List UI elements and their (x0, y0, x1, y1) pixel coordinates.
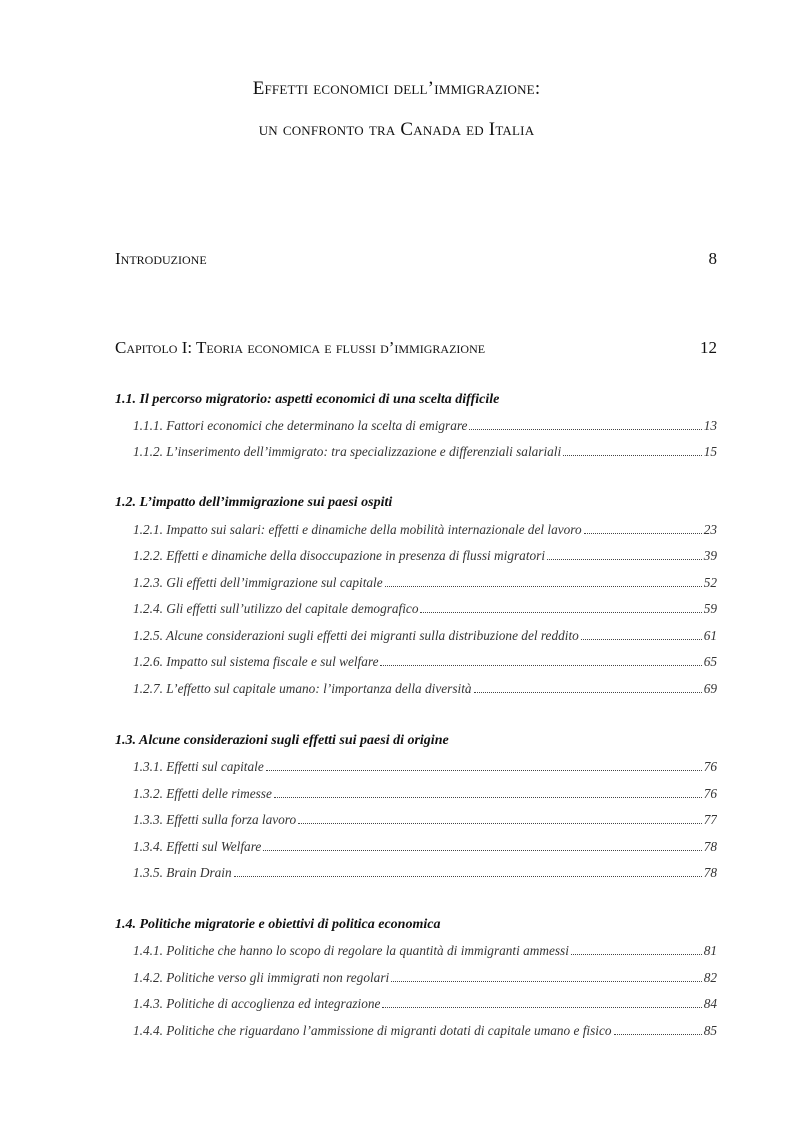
toc-entry-label: 1.2.3. Gli effetti dell’immigrazione sul capitale (133, 575, 383, 590)
toc-entry-label: 1.3.2. Effetti delle rimesse (133, 786, 272, 801)
toc-chapter-1-label: Capitolo I: Teoria economica e flussi d’immigrazione (115, 338, 486, 357)
toc-entry-page: 81 (703, 943, 717, 958)
toc-entry-page: 82 (703, 970, 717, 985)
dot-leader (614, 1023, 702, 1035)
toc-entry (133, 522, 717, 540)
toc-introduction (115, 249, 717, 269)
toc-entry-page: 78 (703, 865, 717, 880)
dot-leader (420, 601, 701, 613)
toc-entry (133, 865, 717, 883)
dot-leader (234, 865, 702, 877)
toc-entry-label: 1.2.2. Effetti e dinamiche della disoccupazione in presenza di flussi migratori (133, 548, 546, 563)
document-title-line-2: un confronto tra Canada ed Italia (258, 119, 535, 140)
dot-leader (274, 786, 702, 798)
toc-entry-page: 77 (703, 812, 717, 827)
dot-leader (547, 548, 702, 560)
toc-entry-label: 1.2.1. Impatto sui salari: effetti e dinamiche della mobilità internazionale del lavoro (133, 522, 582, 537)
toc-entry-label: 1.1.1. Fattori economici che determinano la scelta di emigrare (133, 418, 468, 433)
toc-section-heading: 1.4. Politiche migratorie e obiettivi di politica economica (115, 917, 441, 932)
dot-leader (584, 522, 702, 534)
dot-leader (385, 575, 702, 587)
toc-entry-label: 1.3.5. Brain Drain (133, 865, 232, 880)
toc-entry-page: 15 (703, 444, 717, 459)
toc-entry-label: 1.2.5. Alcune considerazioni sugli effetti dei migranti sulla distribuzione del reddito (133, 628, 579, 643)
toc-entry-page: 76 (703, 786, 717, 801)
toc-introduction-label: Introduzione (115, 249, 207, 268)
toc-entry (133, 839, 717, 857)
toc-entry (133, 628, 717, 646)
toc-entry-label: 1.3.3. Effetti sulla forza lavoro (133, 812, 297, 827)
dot-leader (382, 996, 701, 1008)
toc-entry-label: 1.4.1. Politiche che hanno lo scopo di regolare la quantità di immigranti ammessi (133, 943, 569, 958)
toc-entry (133, 654, 717, 672)
toc-entry-label: 1.4.4. Politiche che riguardano l’ammissione di migranti dotati di capitale umano e fisico (133, 1023, 612, 1038)
dot-leader (391, 970, 702, 982)
toc-entry (133, 681, 717, 699)
dot-leader (263, 839, 701, 851)
toc-entry-label: 1.3.1. Effetti sul capitale (133, 759, 264, 774)
toc-entry (133, 601, 717, 619)
toc-entry (133, 943, 717, 961)
toc-entry (133, 575, 717, 593)
toc-entry (133, 759, 717, 777)
toc-entry-label: 1.4.3. Politiche di accoglienza ed integrazione (133, 996, 381, 1011)
dot-leader (563, 444, 702, 456)
toc-entry-page: 13 (703, 418, 717, 433)
toc-entry (133, 444, 717, 462)
toc-entry-label: 1.2.6. Impatto sul sistema fiscale e sul welfare (133, 654, 379, 669)
toc-entry (133, 996, 717, 1014)
dot-leader (474, 681, 702, 693)
toc-chapter-1 (115, 338, 717, 358)
dot-leader (380, 654, 701, 666)
toc-entry-label: 1.4.2. Politiche verso gli immigrati non regolari (133, 970, 390, 985)
toc-entry (133, 548, 717, 566)
toc-entry-page: 52 (703, 575, 717, 590)
dot-leader (298, 812, 702, 824)
dot-leader (581, 628, 702, 640)
toc-entry (133, 786, 717, 804)
toc-entry (133, 812, 717, 830)
toc-section-heading: 1.1. Il percorso migratorio: aspetti economici di una scelta difficile (115, 392, 500, 407)
document-title-line-1: Effetti economici dell’immigrazione: (252, 78, 541, 99)
dot-leader (266, 759, 702, 771)
toc-entry-page: 65 (703, 654, 717, 669)
dot-leader (469, 418, 701, 430)
toc-entry-label: 1.2.4. Gli effetti sull’utilizzo del capitale demografico (133, 601, 419, 616)
toc-section-heading: 1.3. Alcune considerazioni sugli effetti sui paesi di origine (115, 733, 449, 748)
toc-entry-label: 1.2.7. L’effetto sul capitale umano: l’importanza della diversità (133, 681, 472, 696)
toc-entry-page: 76 (703, 759, 717, 774)
toc-entry (133, 1023, 717, 1041)
toc-entry-page: 59 (703, 601, 717, 616)
toc-introduction-page: 8 (708, 249, 717, 268)
toc-chapter-1-page: 12 (700, 338, 717, 357)
dot-leader (571, 943, 702, 955)
toc-entry-page: 78 (703, 839, 717, 854)
toc-entry-label: 1.1.2. L’inserimento dell’immigrato: tra specializzazione e differenziali salariali (133, 444, 562, 459)
toc-entry-page: 61 (703, 628, 717, 643)
toc-entry-page: 84 (703, 996, 717, 1011)
toc-entry (133, 970, 717, 988)
toc-entry (133, 418, 717, 436)
toc-entry-label: 1.3.4. Effetti sul Welfare (133, 839, 262, 854)
toc-entry-page: 85 (703, 1023, 717, 1038)
toc-section-heading: 1.2. L’impatto dell’immigrazione sui paesi ospiti (115, 495, 393, 510)
toc-entry-page: 39 (703, 548, 717, 563)
toc-entry-page: 23 (703, 522, 717, 537)
toc-entry-page: 69 (703, 681, 717, 696)
